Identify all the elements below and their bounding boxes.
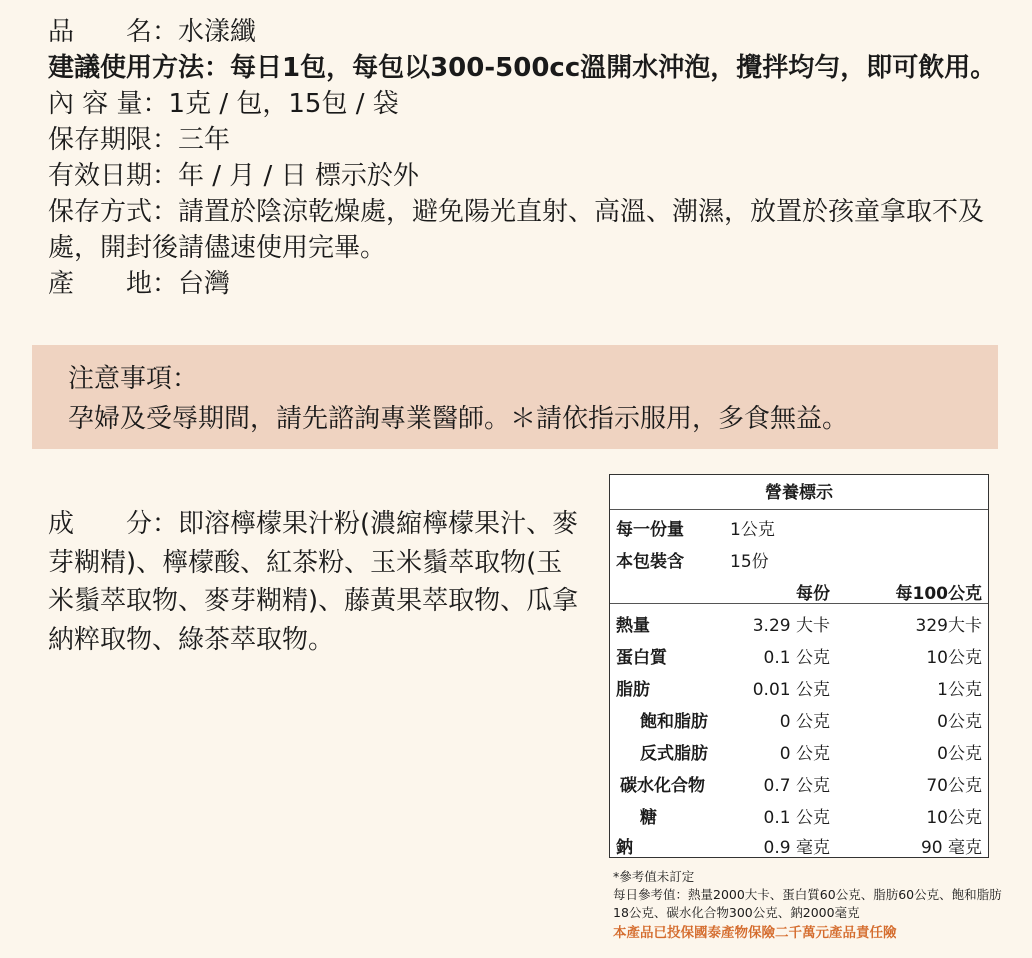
row-per-serving: 0.7 公克 xyxy=(763,776,830,796)
row-per-100g: 0公克 xyxy=(937,744,982,764)
servings-value: 15份 xyxy=(730,552,769,572)
servings-label: 本包裝含 xyxy=(616,552,684,572)
notice-title: 注意事項： xyxy=(68,364,199,394)
row-per-serving: 0.01 公克 xyxy=(752,680,830,700)
product-name: 品 名：水漾纖 xyxy=(48,17,257,47)
notice-box xyxy=(32,345,998,449)
row-per-serving: 0.1 公克 xyxy=(763,808,830,828)
row-per-100g: 70公克 xyxy=(926,776,982,796)
row-per-100g: 1公克 xyxy=(937,680,982,700)
row-name: 反式脂肪 xyxy=(640,744,708,764)
nutrition-title: 營養標示 xyxy=(610,475,988,510)
col-per-100g: 每100公克 xyxy=(895,584,982,604)
shelf-life: 保存期限：三年 xyxy=(48,125,231,155)
notice-text: 孕婦及受辱期間，請先諮詢專業醫師。＊請依指示服用，多食無益。 xyxy=(68,404,849,434)
row-per-serving: 0 公克 xyxy=(779,744,830,764)
row-name: 糖 xyxy=(640,808,657,828)
row-name: 蛋白質 xyxy=(616,648,667,668)
row-name: 飽和脂肪 xyxy=(640,712,708,732)
insurance-note: 本產品已投保國泰產物保險二千萬元產品責任險 xyxy=(613,925,897,941)
nutrition-table xyxy=(609,474,989,858)
ingredients: 成 分：即溶檸檬果汁粉(濃縮檸檬果汁、麥芽糊精)、檸檬酸、紅茶粉、玉米鬚萃取物(玉米鬚萃取物、麥芽糊精)、藤黃果萃取物、瓜拿納粹取物、綠茶萃取物。 xyxy=(48,509,579,655)
daily-reference: 每日參考值：熱量2000大卡、蛋白質60公克、脂肪60公克、飽和脂肪18公克、碳水化合物300公克、鈉2000毫克 xyxy=(613,887,1002,920)
row-per-serving: 0.9 毫克 xyxy=(763,838,830,858)
row-per-serving: 3.29 大卡 xyxy=(752,616,830,636)
row-per-serving: 0.1 公克 xyxy=(763,648,830,668)
col-per-serving: 每份 xyxy=(796,584,830,604)
row-per-100g: 10公克 xyxy=(926,648,982,668)
row-name: 鈉 xyxy=(616,838,633,858)
row-per-100g: 10公克 xyxy=(926,808,982,828)
row-name: 脂肪 xyxy=(616,680,650,700)
row-per-100g: 329大卡 xyxy=(915,616,982,636)
serving-size-label: 每一份量 xyxy=(616,520,684,540)
reference-note: *參考值未訂定 xyxy=(613,869,695,884)
origin: 產 地：台灣 xyxy=(48,269,231,299)
row-name: 碳水化合物 xyxy=(620,776,705,796)
serving-size-value: 1公克 xyxy=(730,520,775,540)
footnote xyxy=(613,868,1013,942)
net-content: 內 容 量：1克 / 包，15包 / 袋 xyxy=(48,89,399,119)
row-per-serving: 0 公克 xyxy=(779,712,830,732)
row-name: 熱量 xyxy=(616,616,650,636)
storage-method: 保存方式：請置於陰涼乾燥處，避免陽光直射、高溫、潮濕，放置於孩童拿取不及處，開封後請儘速使用完畢。 xyxy=(48,197,985,263)
row-per-100g: 0公克 xyxy=(937,712,982,732)
usage-instructions: 建議使用方法：每日1包，每包以300-500cc溫開水沖泡，攪拌均勻，即可飲用。 xyxy=(48,53,997,83)
table-divider xyxy=(610,603,988,604)
product-info xyxy=(48,14,998,302)
row-per-100g: 90 毫克 xyxy=(920,838,982,858)
expiry-date: 有效日期：年 / 月 / 日 標示於外 xyxy=(48,161,419,191)
